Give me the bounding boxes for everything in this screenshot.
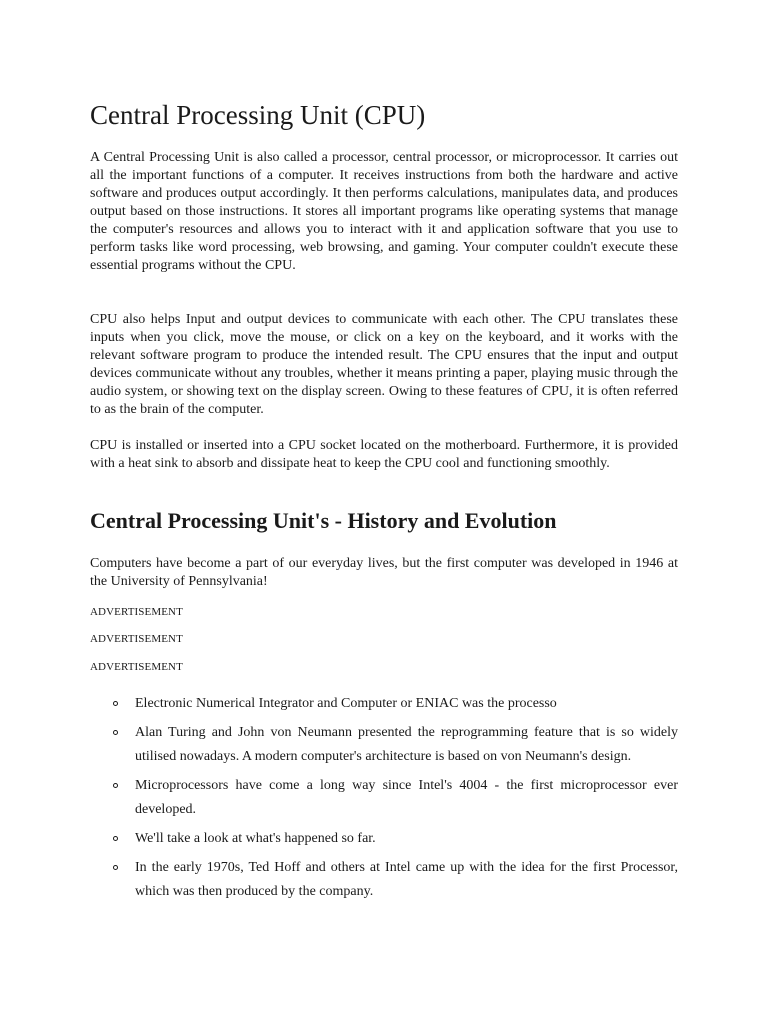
list-item-text: We'll take a look at what's happened so far.: [135, 831, 376, 846]
socket-paragraph: CPU is installed or inserted into a CPU socket located on the motherboard. Furthermore, it is provided with a heat sink to absorb and dissipate heat to keep the CPU cool and functioning smoothly.: [90, 438, 678, 471]
list-item-text: Electronic Numerical Integrator and Computer or ENIAC was the processo: [135, 696, 557, 711]
history-heading: Central Processing Unit's - History and Evolution: [90, 508, 557, 533]
list-item: [90, 827, 678, 851]
advertisement-label: ADVERTISEMENT: [90, 661, 183, 673]
list-item: [90, 721, 678, 769]
circle-bullet-icon: [113, 865, 118, 870]
circle-bullet-icon: [113, 730, 118, 735]
advertisement-label[interactable]: ADVERTISEMENT: [90, 606, 183, 618]
list-item-text: Microprocessors have come a long way since Intel's 4004 - the first microprocessor ever developed.: [135, 778, 678, 817]
page-title: Central Processing Unit (CPU): [90, 100, 426, 130]
circle-bullet-icon: [113, 836, 118, 841]
circle-bullet-icon: [113, 701, 118, 706]
circle-bullet-icon: [113, 783, 118, 788]
advertisement-label[interactable]: ADVERTISEMENT: [90, 633, 183, 645]
list-item: [90, 774, 678, 822]
intro-paragraph: A Central Processing Unit is also called a processor, central processor, or microprocessor. It carries out all the important functions of a computer. It receives instructions from both the hardware and active software and produces output accordingly. It then performs calculations, manipulates data, and produces output based on those instructions. It stores all important programs like operating systems that manage the computer's resources and allows you to interact with it and application software that you use to perform tasks like word processing, web browsing, and gaming. Your computer couldn't execute these essential programs without the CPU.: [90, 150, 678, 273]
io-paragraph: CPU also helps Input and output devices to communicate with each other. The CPU translates these inputs when you click, move the mouse, or click on a key on the keyboard, and it works with the relevant software program to produce the intended result. The CPU ensures that the input and output devices communicate without any troubles, whether it means printing a paper, playing music through the audio system, or showing text on the display screen. Owing to these features of CPU, it is often referred to as the brain of the computer.: [90, 312, 678, 417]
history-list: [90, 692, 678, 909]
list-item: [90, 856, 678, 904]
list-item-text: Alan Turing and John von Neumann presented the reprogramming feature that is so widely utilised nowadays. A modern computer's architecture is based on von Neumann's design.: [135, 725, 678, 764]
list-item-text: In the early 1970s, Ted Hoff and others at Intel came up with the idea for the first Processor, which was then produced by the company.: [135, 860, 678, 899]
list-item: [90, 692, 678, 716]
history-intro-paragraph: Computers have become a part of our everyday lives, but the first computer was developed in 1946 at the University of Pennsylvania!: [90, 556, 678, 589]
